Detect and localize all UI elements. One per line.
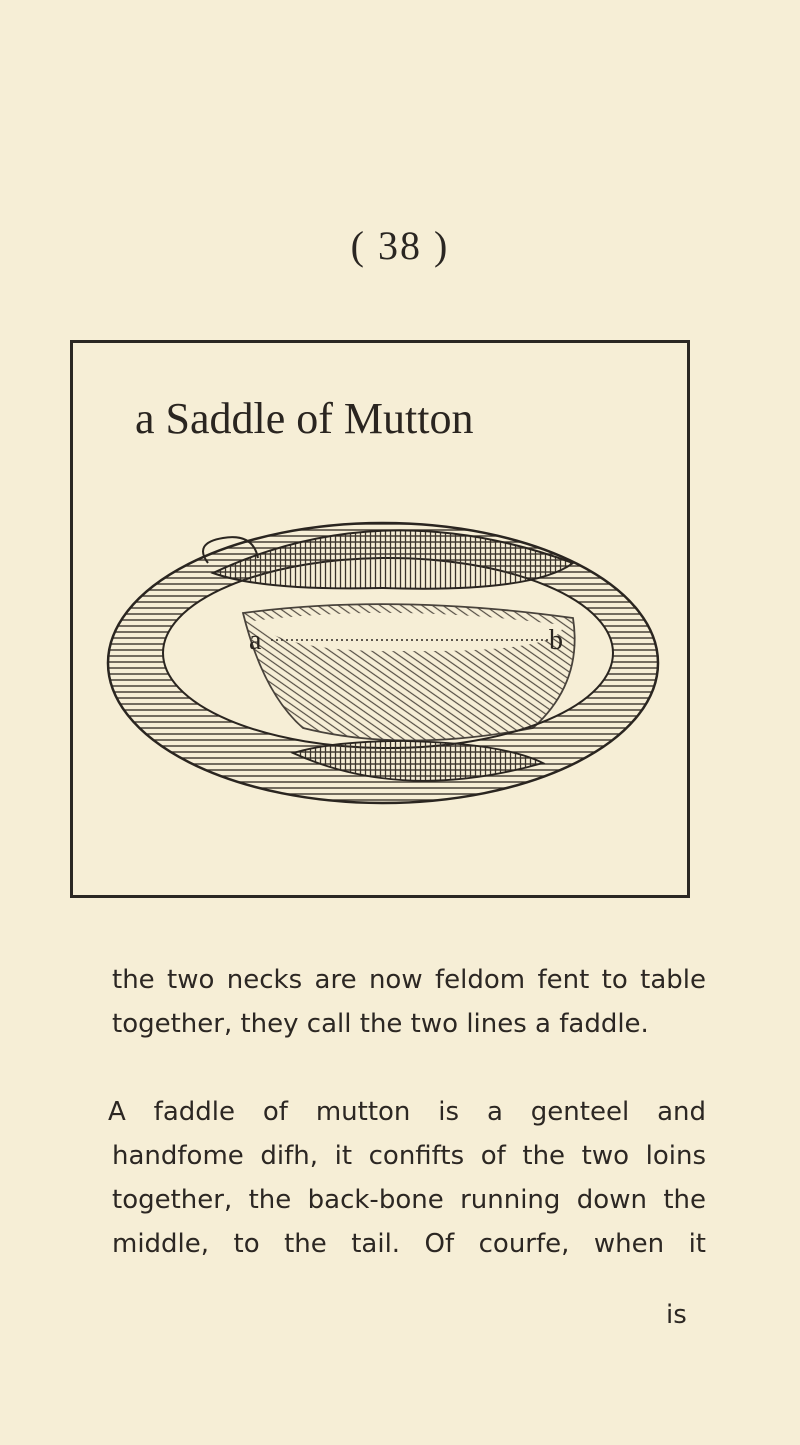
text-line: A faddle of mutton is a genteel and <box>108 1097 706 1127</box>
page-number: ( 38 ) <box>350 223 450 268</box>
paragraph-2 <box>108 1090 706 1266</box>
text-line: the two necks are now feldom fent to table <box>112 965 706 995</box>
plate-title: a Saddle of Mutton <box>135 394 474 443</box>
text-line: middle, to the tail. Of courfe, when it <box>112 1229 706 1259</box>
engraving-plate <box>70 340 690 898</box>
text-line: together, the back-bone running down the <box>112 1185 706 1215</box>
catchword: is <box>666 1300 687 1330</box>
text-line: handfome difh, it confifts of the two loins <box>112 1141 706 1171</box>
text-line: together, they call the two lines a faddle. <box>112 1009 649 1039</box>
saddle-of-mutton-illustration <box>103 503 663 823</box>
paragraph-1 <box>112 958 706 1046</box>
label-a: a <box>249 625 262 656</box>
label-b: b <box>549 625 563 656</box>
